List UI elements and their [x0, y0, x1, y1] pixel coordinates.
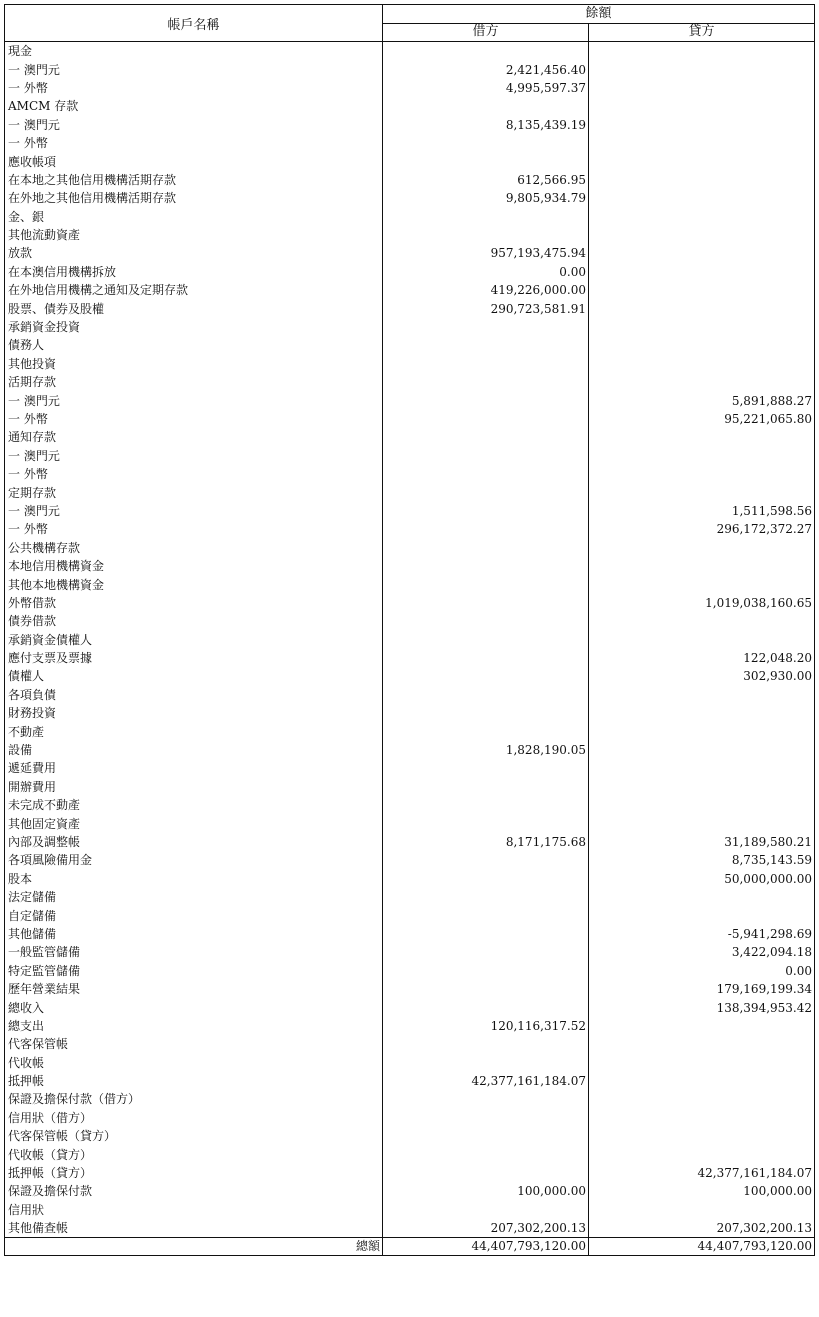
account-name-cell: 一 外幣 — [5, 410, 383, 428]
credit-cell: 42,377,161,184.07 — [589, 1164, 815, 1182]
credit-cell: 179,169,199.34 — [589, 980, 815, 998]
debit-cell — [383, 502, 589, 520]
credit-cell: 95,221,065.80 — [589, 410, 815, 428]
debit-header: 借方 — [383, 23, 589, 42]
account-name-cell: 一 澳門元 — [5, 447, 383, 465]
table-header — [5, 5, 815, 42]
debit-cell — [383, 612, 589, 630]
debit-cell — [383, 759, 589, 777]
table-row — [5, 1182, 815, 1200]
table-row — [5, 42, 815, 61]
debit-cell — [383, 355, 589, 373]
table-row — [5, 1164, 815, 1182]
credit-cell — [589, 465, 815, 483]
credit-cell: 100,000.00 — [589, 1182, 815, 1200]
credit-cell — [589, 355, 815, 373]
account-name-cell: 一 外幣 — [5, 520, 383, 538]
table-row — [5, 980, 815, 998]
account-name-cell: 信用狀（借方） — [5, 1109, 383, 1127]
debit-cell — [383, 1201, 589, 1219]
table-row — [5, 741, 815, 759]
account-name-cell: 設備 — [5, 741, 383, 759]
account-name-cell: 一 澳門元 — [5, 60, 383, 78]
debit-cell — [383, 998, 589, 1016]
account-name-cell: 代收帳（貸方） — [5, 1145, 383, 1163]
table-body — [5, 42, 815, 1238]
credit-cell: 8,735,143.59 — [589, 851, 815, 869]
debit-cell — [383, 336, 589, 354]
debit-cell — [383, 97, 589, 115]
debit-cell — [383, 1145, 589, 1163]
account-name-cell: 各項風險備用金 — [5, 851, 383, 869]
table-row — [5, 686, 815, 704]
total-label: 總額 — [5, 1238, 383, 1256]
credit-cell: 1,511,598.56 — [589, 502, 815, 520]
table-row — [5, 97, 815, 115]
table-row — [5, 373, 815, 391]
credit-cell — [589, 281, 815, 299]
table-row — [5, 60, 815, 78]
table-row — [5, 281, 815, 299]
account-name-cell: 其他投資 — [5, 355, 383, 373]
credit-cell — [589, 631, 815, 649]
table-row — [5, 226, 815, 244]
debit-cell — [383, 962, 589, 980]
table-row — [5, 520, 815, 538]
table-row — [5, 1090, 815, 1108]
account-name-cell: 公共機構存款 — [5, 539, 383, 557]
table-row — [5, 1145, 815, 1163]
account-name-cell: 一 澳門元 — [5, 116, 383, 134]
credit-cell — [589, 373, 815, 391]
total-row — [5, 1238, 815, 1256]
credit-cell: 3,422,094.18 — [589, 943, 815, 961]
credit-cell — [589, 1072, 815, 1090]
debit-cell — [383, 649, 589, 667]
account-name-cell: 信用狀 — [5, 1201, 383, 1219]
credit-cell: 0.00 — [589, 962, 815, 980]
table-row — [5, 263, 815, 281]
debit-cell — [383, 1090, 589, 1108]
table-row — [5, 557, 815, 575]
credit-cell — [589, 263, 815, 281]
trial-balance-sheet — [4, 4, 814, 1256]
credit-cell — [589, 171, 815, 189]
table-row — [5, 336, 815, 354]
table-row — [5, 888, 815, 906]
account-name-cell: 現金 — [5, 42, 383, 61]
debit-cell — [383, 318, 589, 336]
debit-cell: 2,421,456.40 — [383, 60, 589, 78]
account-name-cell: 保證及擔保付款 — [5, 1182, 383, 1200]
debit-cell: 9,805,934.79 — [383, 189, 589, 207]
credit-cell — [589, 116, 815, 134]
credit-cell: 31,189,580.21 — [589, 833, 815, 851]
account-name-cell: 法定儲備 — [5, 888, 383, 906]
debit-cell: 8,171,175.68 — [383, 833, 589, 851]
table-row — [5, 575, 815, 593]
account-name-cell: 其他儲備 — [5, 925, 383, 943]
credit-cell — [589, 539, 815, 557]
table-row — [5, 906, 815, 924]
account-name-cell: 一般監管儲備 — [5, 943, 383, 961]
credit-cell — [589, 42, 815, 61]
account-name-cell: 一 外幣 — [5, 134, 383, 152]
account-name-header: 帳戶名稱 — [5, 5, 383, 42]
account-name-cell: 債務人 — [5, 336, 383, 354]
table-row — [5, 465, 815, 483]
account-name-cell: 通知存款 — [5, 428, 383, 446]
table-row — [5, 189, 815, 207]
table-row — [5, 649, 815, 667]
account-name-cell: 其他固定資產 — [5, 814, 383, 832]
credit-cell: 50,000,000.00 — [589, 870, 815, 888]
account-name-cell: 內部及調整帳 — [5, 833, 383, 851]
debit-cell — [383, 888, 589, 906]
debit-cell — [383, 391, 589, 409]
table-row — [5, 134, 815, 152]
debit-cell — [383, 226, 589, 244]
credit-cell — [589, 189, 815, 207]
debit-cell — [383, 428, 589, 446]
credit-cell — [589, 704, 815, 722]
debit-cell — [383, 851, 589, 869]
credit-cell: 207,302,200.13 — [589, 1219, 815, 1238]
credit-cell — [589, 483, 815, 501]
credit-cell — [589, 888, 815, 906]
credit-cell: 138,394,953.42 — [589, 998, 815, 1016]
credit-cell — [589, 97, 815, 115]
credit-cell — [589, 60, 815, 78]
table-row — [5, 502, 815, 520]
credit-cell: -5,941,298.69 — [589, 925, 815, 943]
account-name-cell: 財務投資 — [5, 704, 383, 722]
table-row — [5, 796, 815, 814]
credit-cell: 296,172,372.27 — [589, 520, 815, 538]
credit-cell — [589, 336, 815, 354]
debit-cell — [383, 686, 589, 704]
table-row — [5, 833, 815, 851]
credit-cell: 302,930.00 — [589, 667, 815, 685]
account-name-cell: 其他流動資產 — [5, 226, 383, 244]
account-name-cell: 在外地之其他信用機構活期存款 — [5, 189, 383, 207]
account-name-cell: 在本地之其他信用機構活期存款 — [5, 171, 383, 189]
debit-cell — [383, 42, 589, 61]
total-credit: 44,407,793,120.00 — [589, 1238, 815, 1256]
credit-cell — [589, 1127, 815, 1145]
credit-cell — [589, 814, 815, 832]
account-name-cell: 其他本地機構資金 — [5, 575, 383, 593]
account-name-cell: 抵押帳（貸方） — [5, 1164, 383, 1182]
credit-cell — [589, 1145, 815, 1163]
credit-cell — [589, 134, 815, 152]
debit-cell — [383, 539, 589, 557]
table-row — [5, 152, 815, 170]
account-name-cell: 一 外幣 — [5, 465, 383, 483]
table-row — [5, 1127, 815, 1145]
debit-cell: 4,995,597.37 — [383, 79, 589, 97]
account-name-cell: 外幣借款 — [5, 594, 383, 612]
debit-cell — [383, 152, 589, 170]
table-row — [5, 1201, 815, 1219]
account-name-cell: 總支出 — [5, 1017, 383, 1035]
debit-cell — [383, 594, 589, 612]
table-row — [5, 998, 815, 1016]
debit-cell — [383, 373, 589, 391]
debit-cell: 8,135,439.19 — [383, 116, 589, 134]
table-row — [5, 299, 815, 317]
account-name-cell: 一 外幣 — [5, 79, 383, 97]
table-row — [5, 355, 815, 373]
account-name-cell: 抵押帳 — [5, 1072, 383, 1090]
debit-cell — [383, 778, 589, 796]
credit-cell — [589, 1201, 815, 1219]
credit-cell — [589, 1090, 815, 1108]
account-name-cell: 一 澳門元 — [5, 391, 383, 409]
debit-cell — [383, 465, 589, 483]
debit-cell — [383, 943, 589, 961]
credit-cell — [589, 428, 815, 446]
table-footer — [5, 1238, 815, 1256]
table-row — [5, 1109, 815, 1127]
credit-cell: 5,891,888.27 — [589, 391, 815, 409]
table-row — [5, 171, 815, 189]
account-name-cell: 一 澳門元 — [5, 502, 383, 520]
account-name-cell: 定期存款 — [5, 483, 383, 501]
account-name-cell: 各項負債 — [5, 686, 383, 704]
debit-cell — [383, 1127, 589, 1145]
table-row — [5, 539, 815, 557]
debit-cell — [383, 1053, 589, 1071]
table-row — [5, 79, 815, 97]
credit-cell: 122,048.20 — [589, 649, 815, 667]
debit-cell: 120,116,317.52 — [383, 1017, 589, 1035]
debit-cell — [383, 1164, 589, 1182]
debit-cell — [383, 796, 589, 814]
account-name-cell: 本地信用機構資金 — [5, 557, 383, 575]
account-name-cell: 股票、債券及股權 — [5, 299, 383, 317]
debit-cell — [383, 134, 589, 152]
account-name-cell: 放款 — [5, 244, 383, 262]
debit-cell — [383, 667, 589, 685]
debit-cell — [383, 1035, 589, 1053]
debit-cell — [383, 483, 589, 501]
debit-cell: 957,193,475.94 — [383, 244, 589, 262]
debit-cell: 42,377,161,184.07 — [383, 1072, 589, 1090]
credit-cell: 1,019,038,160.65 — [589, 594, 815, 612]
table-row — [5, 925, 815, 943]
credit-cell — [589, 1109, 815, 1127]
balance-header: 餘額 — [383, 5, 815, 24]
table-row — [5, 244, 815, 262]
debit-cell — [383, 410, 589, 428]
table-row — [5, 1035, 815, 1053]
debit-cell — [383, 1109, 589, 1127]
total-debit: 44,407,793,120.00 — [383, 1238, 589, 1256]
credit-cell — [589, 447, 815, 465]
table-row — [5, 814, 815, 832]
table-row — [5, 594, 815, 612]
debit-cell — [383, 722, 589, 740]
credit-cell — [589, 299, 815, 317]
account-name-cell: 活期存款 — [5, 373, 383, 391]
account-name-cell: 開辦費用 — [5, 778, 383, 796]
table-row — [5, 943, 815, 961]
account-name-cell: 代收帳 — [5, 1053, 383, 1071]
account-name-cell: 債券借款 — [5, 612, 383, 630]
debit-cell — [383, 906, 589, 924]
credit-cell — [589, 612, 815, 630]
account-name-cell: 金、銀 — [5, 208, 383, 226]
table-row — [5, 1072, 815, 1090]
account-name-cell: 應收帳項 — [5, 152, 383, 170]
account-name-cell: AMCM 存款 — [5, 97, 383, 115]
credit-cell — [589, 557, 815, 575]
debit-cell: 612,566.95 — [383, 171, 589, 189]
account-name-cell: 特定監管儲備 — [5, 962, 383, 980]
debit-cell — [383, 575, 589, 593]
table-row — [5, 962, 815, 980]
table-row — [5, 1219, 815, 1238]
debit-cell — [383, 704, 589, 722]
debit-cell: 419,226,000.00 — [383, 281, 589, 299]
credit-cell — [589, 226, 815, 244]
debit-cell — [383, 447, 589, 465]
balance-table — [4, 4, 815, 1256]
account-name-cell: 其他備查帳 — [5, 1219, 383, 1238]
account-name-cell: 總收入 — [5, 998, 383, 1016]
credit-cell — [589, 759, 815, 777]
account-name-cell: 保證及擔保付款（借方） — [5, 1090, 383, 1108]
credit-cell — [589, 1053, 815, 1071]
credit-cell — [589, 686, 815, 704]
debit-cell: 1,828,190.05 — [383, 741, 589, 759]
debit-cell — [383, 980, 589, 998]
table-row — [5, 391, 815, 409]
credit-cell — [589, 1035, 815, 1053]
table-row — [5, 1017, 815, 1035]
debit-cell — [383, 631, 589, 649]
table-row — [5, 667, 815, 685]
table-row — [5, 851, 815, 869]
table-row — [5, 447, 815, 465]
credit-cell — [589, 152, 815, 170]
debit-cell: 290,723,581.91 — [383, 299, 589, 317]
debit-cell — [383, 520, 589, 538]
debit-cell — [383, 557, 589, 575]
account-name-cell: 債權人 — [5, 667, 383, 685]
credit-cell — [589, 318, 815, 336]
table-row — [5, 208, 815, 226]
debit-cell — [383, 814, 589, 832]
account-name-cell: 歷年營業結果 — [5, 980, 383, 998]
table-row — [5, 318, 815, 336]
credit-cell — [589, 906, 815, 924]
credit-cell — [589, 244, 815, 262]
account-name-cell: 未完成不動產 — [5, 796, 383, 814]
account-name-cell: 代客保管帳 — [5, 1035, 383, 1053]
debit-cell — [383, 208, 589, 226]
account-name-cell: 應付支票及票據 — [5, 649, 383, 667]
table-row — [5, 759, 815, 777]
credit-cell — [589, 79, 815, 97]
table-row — [5, 722, 815, 740]
table-row — [5, 870, 815, 888]
table-row — [5, 778, 815, 796]
account-name-cell: 股本 — [5, 870, 383, 888]
account-name-cell: 承銷資金投資 — [5, 318, 383, 336]
table-row — [5, 116, 815, 134]
debit-cell: 0.00 — [383, 263, 589, 281]
credit-cell — [589, 575, 815, 593]
table-row — [5, 1053, 815, 1071]
table-row — [5, 483, 815, 501]
credit-cell — [589, 208, 815, 226]
debit-cell — [383, 925, 589, 943]
account-name-cell: 自定儲備 — [5, 906, 383, 924]
account-name-cell: 代客保管帳（貸方） — [5, 1127, 383, 1145]
table-row — [5, 631, 815, 649]
credit-cell — [589, 1017, 815, 1035]
account-name-cell: 不動產 — [5, 722, 383, 740]
debit-cell — [383, 870, 589, 888]
account-name-cell: 承銷資金債權人 — [5, 631, 383, 649]
table-row — [5, 704, 815, 722]
debit-cell: 207,302,200.13 — [383, 1219, 589, 1238]
table-row — [5, 612, 815, 630]
credit-cell — [589, 778, 815, 796]
table-row — [5, 428, 815, 446]
table-row — [5, 410, 815, 428]
account-name-cell: 遞延費用 — [5, 759, 383, 777]
credit-header: 貸方 — [589, 23, 815, 42]
credit-cell — [589, 741, 815, 759]
credit-cell — [589, 722, 815, 740]
account-name-cell: 在本澳信用機構拆放 — [5, 263, 383, 281]
credit-cell — [589, 796, 815, 814]
debit-cell: 100,000.00 — [383, 1182, 589, 1200]
account-name-cell: 在外地信用機構之通知及定期存款 — [5, 281, 383, 299]
